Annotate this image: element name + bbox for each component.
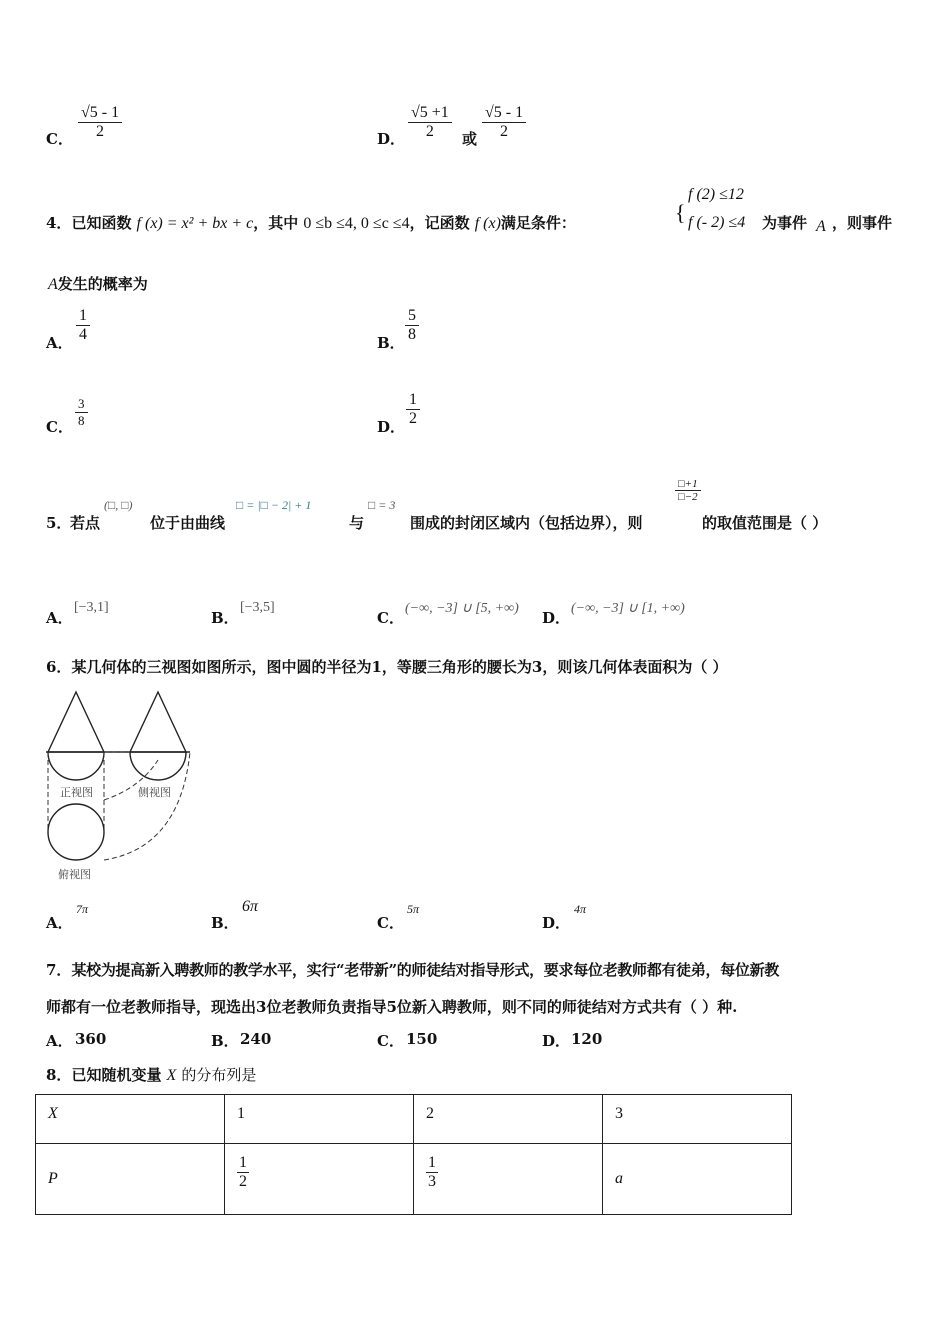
q8-x: X xyxy=(166,1067,177,1084)
p3-value: a xyxy=(615,1170,623,1187)
q6-option-a-value: 7π xyxy=(76,902,89,916)
q4-stem-line2 xyxy=(48,273,148,294)
q6-option-b-value: 6π xyxy=(242,898,259,915)
table-p-label: P xyxy=(48,1170,58,1187)
q7-option-b-value: 240 xyxy=(240,1030,272,1048)
p1-num: 1 xyxy=(239,1154,247,1171)
front-view-semicircle xyxy=(48,752,104,780)
q4-condition-2: f (- 2) ≤4 xyxy=(688,214,746,231)
q4-number: 4． xyxy=(46,214,72,232)
side-view-semicircle xyxy=(130,752,186,780)
q4-a-den: 4 xyxy=(76,325,90,344)
q4-stem xyxy=(46,212,576,233)
side-view-label: 侧视图 xyxy=(138,786,171,799)
q4-b-den: 8 xyxy=(405,325,419,344)
q3-c-numerator: √5 - 1 xyxy=(81,104,120,121)
q5-option-b-label: B． xyxy=(211,609,239,627)
q3-c-denominator: 2 xyxy=(78,122,122,141)
table-cell-1: 1 xyxy=(225,1095,414,1144)
q3-d2-denominator: 2 xyxy=(482,122,526,141)
q6-option-a-label: A． xyxy=(46,914,73,932)
q3-option-d-fraction-2 xyxy=(482,104,526,141)
q7-option-c-value: 150 xyxy=(406,1030,438,1048)
q8-stem xyxy=(46,1064,256,1085)
q5-option-b-value: [−3,5] xyxy=(240,600,275,615)
table-cell-p xyxy=(36,1144,225,1215)
q5-option-a-label: A． xyxy=(46,609,73,627)
q8-text2: 的分布列是 xyxy=(181,1066,257,1084)
q5-text2: 位于由曲线 xyxy=(150,514,226,532)
q4-c-den: 8 xyxy=(75,412,88,429)
q4-option-b-fraction xyxy=(405,307,419,344)
q6-text: 某几何体的三视图如图所示，图中圆的半径为1，等腰三角形的腰长为3，则该几何体表面积为（ ） xyxy=(71,658,728,676)
q4-text1: 已知函数 xyxy=(71,214,132,232)
q5-curve: □ = |□ − 2| + 1 xyxy=(236,498,312,512)
q4-b-num: 5 xyxy=(408,307,416,324)
q8-text1: 已知随机变量 xyxy=(71,1066,162,1084)
front-view-label: 正视图 xyxy=(60,786,93,799)
q4-c-num: 3 xyxy=(78,396,85,411)
front-view-triangle xyxy=(48,692,104,752)
p1-den: 2 xyxy=(239,1173,247,1190)
q7-option-d-label: D． xyxy=(542,1032,571,1050)
q6-option-c-value: 5π xyxy=(407,902,420,916)
q4-option-d-label: D． xyxy=(377,418,406,436)
q7-option-c-label: C． xyxy=(377,1032,404,1050)
q5-point: (□, □) xyxy=(104,498,133,512)
q4-function: f (x) = x² + bx + c xyxy=(136,215,254,232)
q4-option-b-label: B． xyxy=(377,334,405,352)
q5-ratio-den: □−2 xyxy=(675,490,701,503)
q4-text3: ，记函数 xyxy=(409,214,470,232)
q7-stem-line2: 师都有一位老教师指导，现选出3位老教师负责指导5位新入聘教师，则不同的师徒结对方式共有（ ）种. xyxy=(46,998,738,1016)
top-view-label: 俯视图 xyxy=(58,868,91,881)
q7-line1: 某校为提高新入聘教师的教学水平，实行“老带新”的师徒结对指导形式，要求每位老教师都有徒弟，每位新教 xyxy=(71,961,779,979)
q4-text4: 满足条件： xyxy=(500,214,576,232)
q4-condition-1: f (2) ≤12 xyxy=(688,186,744,203)
q4-option-d-fraction xyxy=(406,391,420,428)
q7-option-b-label: B． xyxy=(211,1032,239,1050)
q6-three-view-figure xyxy=(40,688,200,888)
q5-text3: 与 xyxy=(349,514,365,532)
p2-den: 3 xyxy=(428,1173,436,1190)
q7-option-a-value: 360 xyxy=(75,1030,107,1048)
q4-range: 0 ≤b ≤4, 0 ≤c ≤4 xyxy=(303,215,410,232)
q3-d1-numerator: √5 +1 xyxy=(411,104,449,121)
q4-option-a-label: A． xyxy=(46,334,73,352)
q4-d-den: 2 xyxy=(406,409,420,428)
q8-number: 8． xyxy=(46,1066,72,1084)
table-cell-x: X xyxy=(36,1095,225,1144)
q6-option-d-label: D． xyxy=(542,914,571,932)
q4-line2-a: A xyxy=(48,276,58,293)
q3-option-c-label: C． xyxy=(46,130,73,148)
q5-ratio-num: □+1 xyxy=(678,478,698,490)
q5-option-a-value: [−3,1] xyxy=(74,600,109,615)
q4-option-a-fraction xyxy=(76,307,90,344)
table-row xyxy=(36,1095,792,1144)
q5-option-c-label: C． xyxy=(377,609,404,627)
q4-option-c-label: C． xyxy=(46,418,73,436)
q4-line2-text: 发生的概率为 xyxy=(57,275,148,293)
q4-a-num: 1 xyxy=(79,307,87,324)
q3-d2-numerator: √5 - 1 xyxy=(485,104,524,121)
q5-text5: 的取值范围是（ ） xyxy=(702,514,828,532)
q5-option-d-value: (−∞, −3] ∪ [1, +∞) xyxy=(571,601,685,616)
q4-d-num: 1 xyxy=(409,391,417,408)
q6-option-c-label: C． xyxy=(377,914,404,932)
q7-stem-line1 xyxy=(46,959,779,980)
side-view-triangle xyxy=(130,692,186,752)
q6-number: 6． xyxy=(46,658,72,676)
q7-option-d-value: 120 xyxy=(571,1030,603,1048)
q5-ratio-fraction xyxy=(675,478,701,503)
q4-text2: ，其中 xyxy=(253,214,299,232)
q6-stem xyxy=(46,656,728,677)
q6-option-b-label: B． xyxy=(211,914,239,932)
p2-fraction xyxy=(426,1154,438,1191)
q5-line: □ = 3 xyxy=(368,498,396,512)
q4-brace: { xyxy=(675,200,686,225)
q3-d1-denominator: 2 xyxy=(408,122,452,141)
q4-text6: ，则事件 xyxy=(832,214,893,232)
q5-option-c-value: (−∞, −3] ∪ [5, +∞) xyxy=(405,601,519,616)
q6-option-d-value: 4π xyxy=(574,902,587,916)
q5-text4: 围成的封闭区域内（包括边界），则 xyxy=(410,514,643,532)
table-cell-p2 xyxy=(414,1144,603,1215)
table-row xyxy=(36,1144,792,1215)
table-cell-p1 xyxy=(225,1144,414,1215)
q7-option-a-label: A． xyxy=(46,1032,73,1050)
distribution-table xyxy=(35,1094,792,1215)
q3-option-d-label: D． xyxy=(377,130,406,148)
q3-option-c-fraction xyxy=(78,104,122,141)
q4-event-a: A xyxy=(816,218,826,235)
q5-number: 5． xyxy=(46,514,72,532)
table-cell-p3 xyxy=(603,1144,792,1215)
q4-text5: 为事件 xyxy=(762,214,808,232)
projection-arc-outer xyxy=(104,752,190,860)
table-cell-2: 2 xyxy=(414,1095,603,1144)
q4-option-c-fraction xyxy=(75,396,88,429)
table-cell-3: 3 xyxy=(603,1095,792,1144)
q3-option-d-fraction-1 xyxy=(408,104,452,141)
q4-fx: f (x) xyxy=(474,215,501,232)
q5-option-d-label: D． xyxy=(542,609,571,627)
q5-text1: 若点 xyxy=(70,514,101,532)
p1-fraction xyxy=(237,1154,249,1191)
q7-number: 7． xyxy=(46,961,72,979)
top-view-circle xyxy=(48,804,104,860)
q3-option-d-or: 或 xyxy=(462,130,478,148)
p2-num: 1 xyxy=(428,1154,436,1171)
